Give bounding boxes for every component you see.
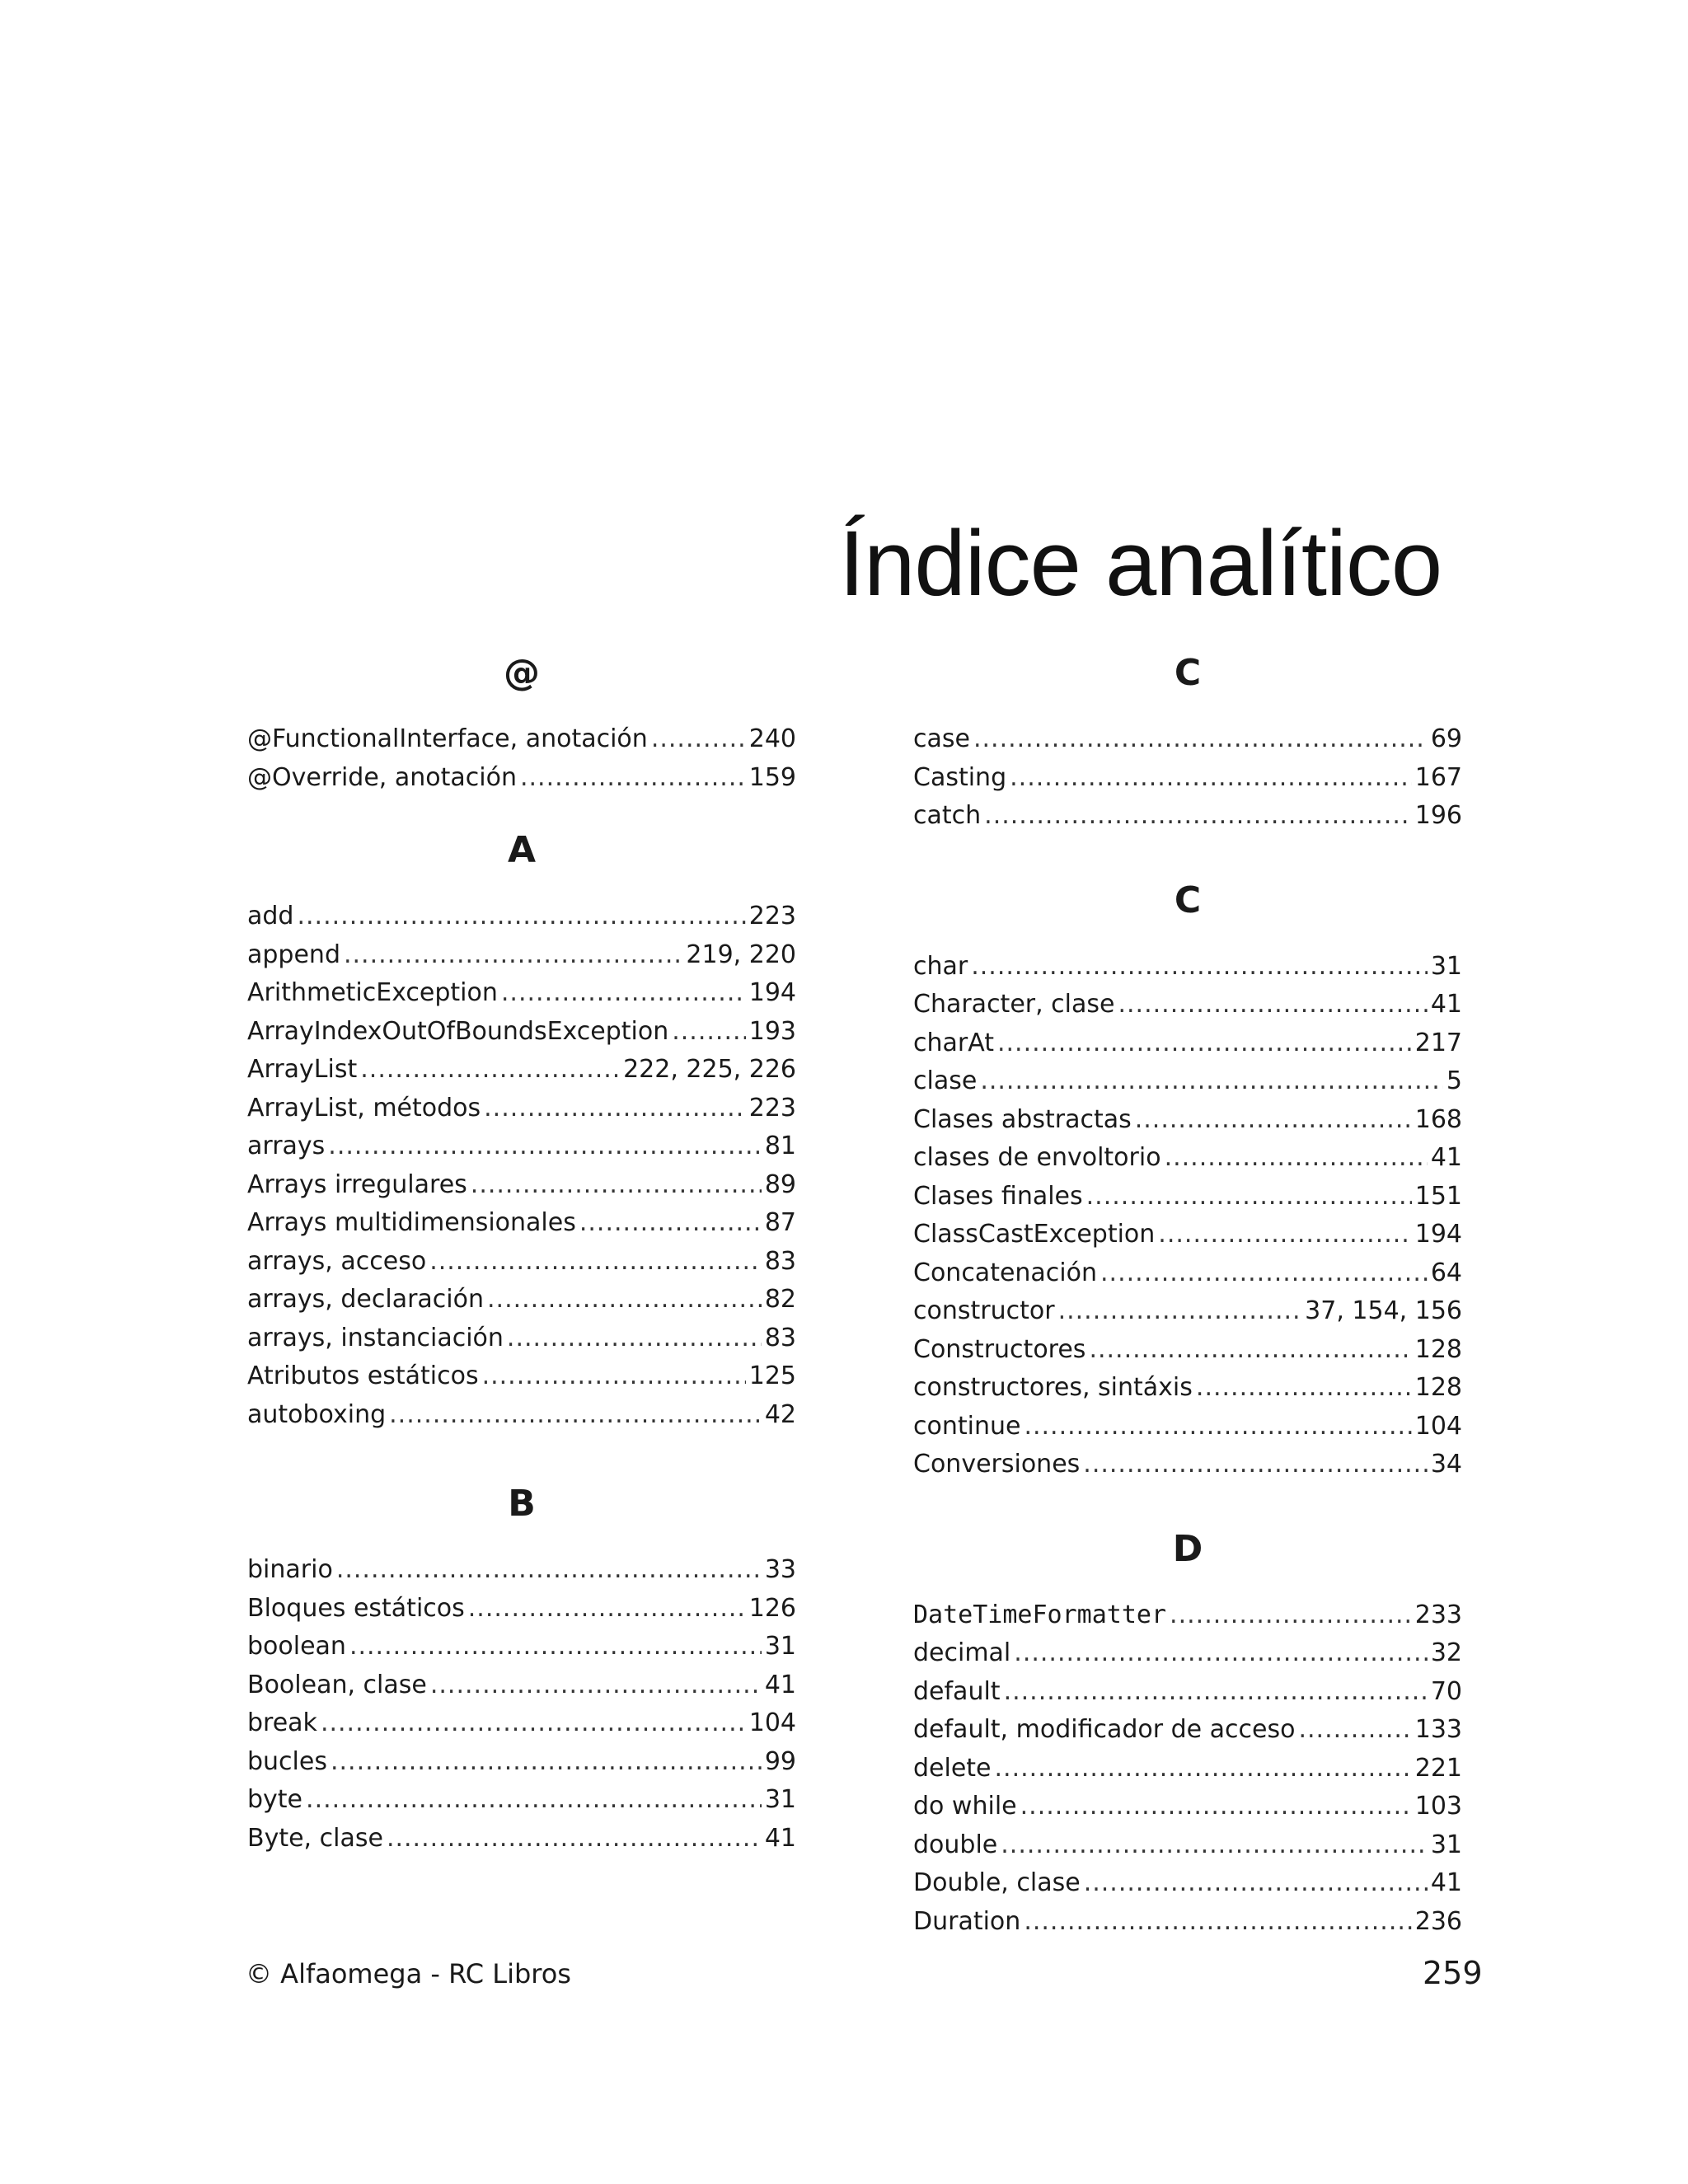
entry-pages: 193 — [748, 1016, 796, 1046]
entry-term: Arrays irregulares — [247, 1169, 467, 1199]
index-entry — [913, 1903, 1462, 1942]
index-entry — [247, 1551, 796, 1590]
index-entry — [247, 1781, 796, 1820]
entry-pages: 222, 225, 226 — [623, 1055, 796, 1084]
entry-pages: 219, 220 — [686, 940, 796, 969]
index-entry — [247, 1628, 796, 1666]
entry-term: ArrayList, métodos — [247, 1093, 481, 1122]
dot-leader — [1086, 1178, 1412, 1216]
index-section-at — [247, 646, 796, 797]
dot-leader — [468, 1590, 746, 1629]
index-entry — [247, 1127, 796, 1166]
dot-leader — [471, 1166, 762, 1205]
section-letter: D — [1172, 1527, 1203, 1570]
footer-page-number: 259 — [1423, 1955, 1483, 1991]
dot-leader — [389, 1396, 762, 1435]
index-entry — [247, 1090, 796, 1128]
index-entry — [913, 986, 1462, 1024]
index-entry — [913, 1178, 1462, 1216]
index-entry — [913, 797, 1462, 836]
index-entry — [913, 948, 1462, 987]
index-section-c-second — [913, 874, 1462, 1484]
entry-term: arrays, acceso — [247, 1246, 427, 1276]
index-entry — [247, 1166, 796, 1205]
index-section-a — [247, 823, 796, 1434]
entry-pages: 5 — [1446, 1066, 1462, 1095]
index-entry — [913, 1826, 1462, 1865]
entry-pages: 194 — [1414, 1220, 1462, 1249]
entry-pages: 41 — [1430, 1868, 1462, 1897]
entry-term: clase — [913, 1066, 978, 1095]
dot-leader — [1024, 1408, 1411, 1446]
section-letter: A — [507, 829, 537, 871]
entry-term: Character, clase — [913, 990, 1115, 1019]
entry-pages: 69 — [1430, 724, 1462, 753]
index-entry — [913, 1596, 1462, 1635]
entry-pages: 168 — [1414, 1104, 1462, 1134]
entry-term: default, modificador de acceso — [913, 1715, 1296, 1744]
entry-list — [913, 720, 1462, 836]
dot-leader — [387, 1820, 762, 1858]
entry-term: arrays, instanciación — [247, 1323, 504, 1352]
index-entry — [913, 1101, 1462, 1140]
entry-term: Constructores — [913, 1334, 1086, 1364]
entry-term: arrays, declaración — [247, 1285, 484, 1314]
page-title: Índice analítico — [839, 512, 1442, 615]
dot-leader — [360, 1051, 620, 1090]
entry-term: @Override, anotación — [247, 762, 517, 792]
dot-leader — [507, 1319, 762, 1358]
section-letter: C — [1174, 652, 1202, 694]
dot-leader — [501, 974, 746, 1013]
index-entry — [913, 1788, 1462, 1826]
entry-list — [913, 1596, 1462, 1942]
index-section-d — [913, 1522, 1462, 1942]
index-section-b — [247, 1477, 796, 1858]
index-entry — [913, 1331, 1462, 1370]
entry-pages: 233 — [1414, 1600, 1462, 1629]
entry-term: charAt — [913, 1028, 994, 1057]
entry-term: ArrayList — [247, 1055, 358, 1084]
entry-term: append — [247, 940, 340, 969]
entry-term: ArithmeticException — [247, 978, 498, 1007]
entry-pages: 128 — [1414, 1373, 1462, 1402]
entry-term: byte — [247, 1785, 303, 1814]
dot-leader — [297, 898, 745, 936]
entry-pages: 221 — [1414, 1753, 1462, 1783]
dot-leader — [1084, 1864, 1428, 1903]
entry-pages: 87 — [764, 1208, 796, 1237]
entry-list — [247, 720, 796, 797]
entry-pages: 99 — [764, 1746, 796, 1776]
index-entry — [913, 720, 1462, 759]
entry-pages: 133 — [1414, 1715, 1462, 1744]
entry-pages: 34 — [1430, 1450, 1462, 1479]
entry-term: char — [913, 951, 968, 981]
entry-pages: 33 — [764, 1555, 796, 1584]
dot-leader — [306, 1781, 762, 1820]
dot-leader — [430, 1666, 762, 1705]
entry-pages: 103 — [1414, 1792, 1462, 1821]
footer-copyright: © Alfaomega - RC Libros — [246, 1958, 571, 1990]
dot-leader — [429, 1243, 762, 1282]
dot-leader — [336, 1551, 762, 1590]
dot-leader — [1298, 1711, 1411, 1750]
index-entry — [913, 1446, 1462, 1484]
entry-term: clases de envoltorio — [913, 1143, 1161, 1172]
entry-pages: 82 — [764, 1285, 796, 1314]
entry-pages: 31 — [764, 1785, 796, 1814]
entry-list — [247, 1551, 796, 1858]
dot-leader — [349, 1628, 762, 1666]
section-letter: B — [508, 1483, 536, 1525]
entry-term: delete — [913, 1753, 992, 1783]
entry-term: Byte, clase — [247, 1823, 383, 1853]
entry-pages: 64 — [1430, 1258, 1462, 1287]
entry-pages: 41 — [764, 1670, 796, 1699]
entry-term: Clases finales — [913, 1181, 1083, 1211]
entry-term: add — [247, 902, 294, 930]
index-entry — [247, 974, 796, 1013]
entry-pages: 223 — [748, 1093, 796, 1122]
entry-term: Atributos estáticos — [247, 1361, 479, 1390]
index-section-c-first — [913, 646, 1462, 836]
index-entry — [247, 1743, 796, 1782]
index-entry — [913, 1864, 1462, 1903]
index-entry — [247, 720, 796, 759]
entry-pages: 32 — [1430, 1638, 1462, 1667]
dot-leader — [1020, 1788, 1412, 1826]
entry-term: autoboxing — [247, 1399, 387, 1429]
dot-leader — [579, 1204, 762, 1243]
section-letter: @ — [504, 652, 540, 694]
dot-leader — [997, 1024, 1412, 1063]
entry-term: constructores, sintáxis — [913, 1373, 1193, 1402]
entry-term: default — [913, 1676, 1001, 1706]
dot-leader — [1024, 1903, 1411, 1942]
entry-term: ClassCastException — [913, 1220, 1156, 1249]
index-entry — [247, 1666, 796, 1705]
index-column-right — [913, 646, 1462, 1941]
dot-leader — [1135, 1101, 1412, 1140]
index-entry — [247, 898, 796, 936]
section-letter: C — [1174, 879, 1202, 921]
dot-leader — [1158, 1216, 1411, 1254]
dot-leader — [1118, 986, 1427, 1024]
entry-pages: 128 — [1414, 1334, 1462, 1364]
dot-leader — [995, 1750, 1412, 1788]
entry-term: case — [913, 724, 970, 753]
dot-leader — [1170, 1596, 1412, 1635]
entry-term: break — [247, 1708, 317, 1737]
dot-leader — [484, 1090, 746, 1128]
index-entry — [247, 1357, 796, 1396]
entry-pages: 41 — [1430, 990, 1462, 1019]
dot-leader — [651, 720, 746, 759]
index-entry — [913, 1750, 1462, 1788]
dot-leader — [1165, 1139, 1428, 1178]
index-entry — [247, 1013, 796, 1052]
dot-leader — [520, 759, 746, 798]
entry-term: Casting — [913, 762, 1007, 792]
entry-list — [913, 948, 1462, 1484]
entry-pages: 167 — [1414, 762, 1462, 792]
entry-pages: 125 — [748, 1361, 796, 1390]
index-entry — [247, 1243, 796, 1282]
dot-leader — [487, 1281, 762, 1319]
entry-pages: 194 — [748, 978, 796, 1007]
entry-pages: 70 — [1430, 1676, 1462, 1706]
entry-pages: 196 — [1414, 801, 1462, 830]
index-entry — [913, 1139, 1462, 1178]
index-entry — [247, 1204, 796, 1243]
entry-pages: 83 — [764, 1323, 796, 1352]
dot-leader — [1001, 1826, 1428, 1865]
dot-leader — [482, 1357, 746, 1396]
entry-term: arrays — [247, 1132, 326, 1160]
index-entry — [913, 1062, 1462, 1101]
index-entry — [913, 1216, 1462, 1254]
entry-term: DateTimeFormatter — [913, 1600, 1167, 1629]
entry-term: binario — [247, 1555, 333, 1584]
index-entry — [247, 1704, 796, 1743]
entry-pages: 31 — [764, 1632, 796, 1661]
entry-pages: 104 — [748, 1708, 796, 1737]
entry-term: Double, clase — [913, 1868, 1081, 1897]
entry-pages: 81 — [764, 1132, 796, 1160]
entry-term: Boolean, clase — [247, 1670, 427, 1699]
index-entry — [913, 1024, 1462, 1063]
entry-term: decimal — [913, 1638, 1011, 1667]
entry-term: @FunctionalInterface, anotación — [247, 724, 648, 753]
entry-term: double — [913, 1830, 998, 1859]
entry-term: ArrayIndexOutOfBoundsException — [247, 1016, 669, 1046]
dot-leader — [672, 1013, 746, 1052]
index-entry — [247, 759, 796, 798]
entry-pages: 37, 154, 156 — [1305, 1296, 1462, 1325]
index-entry — [247, 936, 796, 975]
entry-pages: 31 — [1430, 1830, 1462, 1859]
index-entry — [913, 1673, 1462, 1712]
index-entry — [247, 1051, 796, 1090]
dot-leader — [1083, 1446, 1428, 1484]
dot-leader — [1014, 1634, 1428, 1673]
entry-term: Duration — [913, 1906, 1021, 1936]
index-entry — [247, 1319, 796, 1358]
entry-term: Clases abstractas — [913, 1104, 1132, 1134]
dot-leader — [1089, 1331, 1411, 1370]
index-entry — [913, 1254, 1462, 1293]
index-entry — [247, 1820, 796, 1858]
entry-pages: 89 — [764, 1169, 796, 1199]
dot-leader — [973, 720, 1428, 759]
entry-pages: 31 — [1430, 951, 1462, 981]
entry-pages: 240 — [748, 724, 796, 753]
index-entry — [913, 1292, 1462, 1331]
index-entry — [913, 1369, 1462, 1408]
index-entry — [913, 1711, 1462, 1750]
dot-leader — [331, 1743, 762, 1782]
dot-leader — [1058, 1292, 1302, 1331]
entry-term: Conversiones — [913, 1450, 1081, 1479]
dot-leader — [984, 797, 1412, 836]
entry-pages: 104 — [1414, 1411, 1462, 1441]
entry-term: do while — [913, 1792, 1017, 1821]
entry-term: constructor — [913, 1296, 1055, 1325]
entry-pages: 83 — [764, 1246, 796, 1276]
entry-term: Bloques estáticos — [247, 1593, 465, 1623]
entry-term: Concatenación — [913, 1258, 1098, 1287]
entry-pages: 159 — [748, 762, 796, 792]
dot-leader — [1100, 1254, 1428, 1293]
dot-leader — [971, 948, 1428, 987]
entry-term: continue — [913, 1411, 1021, 1441]
index-column-left — [247, 646, 796, 1858]
dot-leader — [344, 936, 682, 975]
dot-leader — [980, 1062, 1443, 1101]
dot-leader — [1010, 759, 1412, 798]
entry-list — [247, 898, 796, 1434]
entry-pages: 217 — [1414, 1028, 1462, 1057]
entry-pages: 236 — [1414, 1906, 1462, 1936]
entry-pages: 42 — [764, 1399, 796, 1429]
dot-leader — [321, 1704, 746, 1743]
entry-pages: 126 — [748, 1593, 796, 1623]
entry-pages: 223 — [748, 902, 796, 930]
entry-term: bucles — [247, 1746, 327, 1776]
dot-leader — [1196, 1369, 1412, 1408]
entry-pages: 41 — [1430, 1143, 1462, 1172]
entry-term: catch — [913, 801, 982, 830]
index-entry — [247, 1396, 796, 1435]
dot-leader — [328, 1127, 762, 1166]
index-entry — [913, 759, 1462, 798]
index-entry — [247, 1281, 796, 1319]
entry-pages: 151 — [1414, 1181, 1462, 1211]
entry-pages: 41 — [764, 1823, 796, 1853]
index-entry — [913, 1634, 1462, 1673]
entry-term: boolean — [247, 1632, 346, 1661]
dot-leader — [1004, 1673, 1428, 1712]
index-entry — [247, 1590, 796, 1629]
index-entry — [913, 1408, 1462, 1446]
entry-term: Arrays multidimensionales — [247, 1208, 576, 1237]
